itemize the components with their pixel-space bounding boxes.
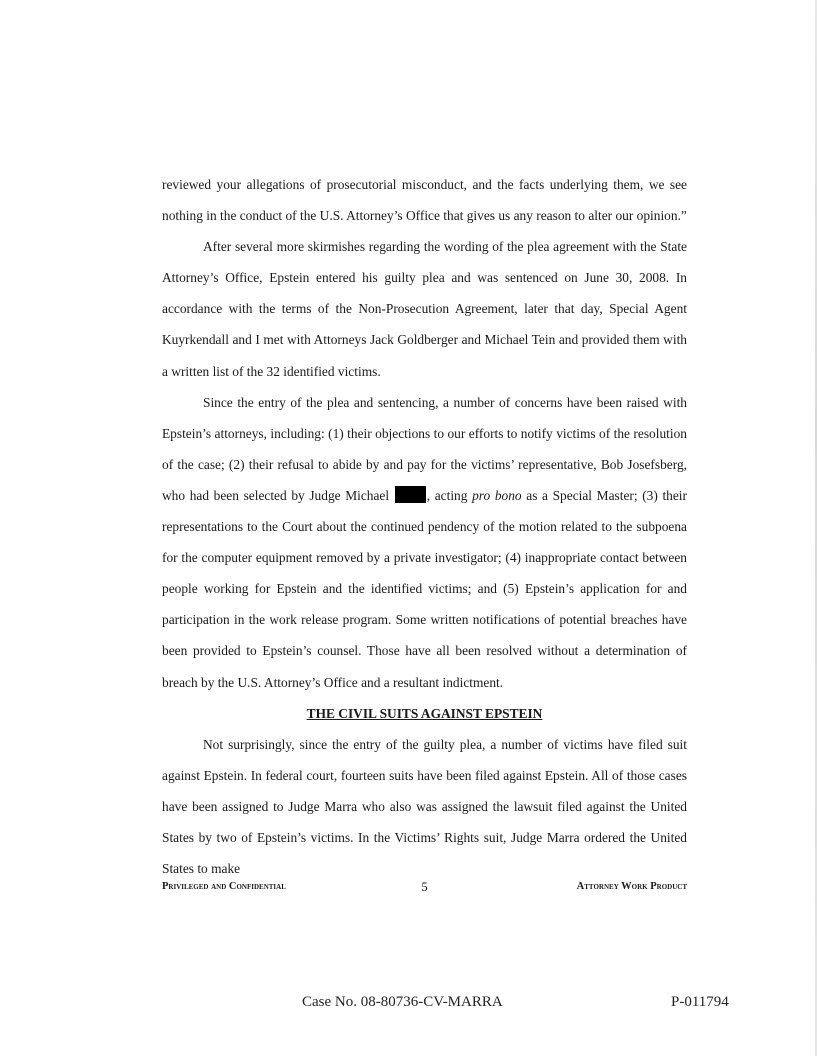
- case-number-stamp: Case No. 08-80736-CV-MARRA: [302, 994, 503, 1010]
- paragraph-plea-sentencing: After several more skirmishes regarding the wording of the plea agreement with the State Attorney’s Office, Epstein entered his guilty plea and was sentenced on June 30, 2008. In accordance with the terms of the Non-Prosecution Agreement, later that day, Special Agent Kuyrkendall and I met with Attorneys Jack Goldberger and Michael Tein and provided them with a written list of the 32 identified victims.: [162, 239, 687, 379]
- italic-pro-bono: pro bono: [472, 487, 522, 503]
- paragraph-concerns-part3: as a Special Master; (3) their representations to the Court about the continued pendency of the motion related to the subpoena for the computer equipment removed by a private investigator; (4) inappropriate contact between people working for Epstein and the identified victims; and (5) Epstein’s application for and participation in the work release program. Some written notifications of potential breaches have been provided to Epstein’s counsel. Those have all been resolved without a determination of breach by the U.S. Attorney’s Office and a resultant indictment.: [162, 487, 687, 690]
- redaction-box: [395, 486, 426, 503]
- document-body: [162, 169, 687, 884]
- paragraph-concerns-part2: , acting: [426, 487, 468, 503]
- bates-number-stamp: P-011794: [671, 994, 729, 1010]
- footer-privileged-label: Privileged and Confidential: [162, 881, 286, 892]
- paragraph-civil-suits: Not surprisingly, since the entry of the guilty plea, a number of victims have filed suit against Epstein. In federal court, fourteen suits have been filed against Epstein. All of those cases have been assigned to Judge Marra who also was assigned the lawsuit filed against the United States by two of Epstein’s victims. In the Victims’ Rights suit, Judge Marra ordered the United States to make: [162, 736, 687, 877]
- section-heading: THE CIVIL SUITS AGAINST EPSTEIN: [306, 705, 543, 721]
- footer-work-product-label: Attorney Work Product: [576, 881, 687, 892]
- paragraph-concerns: [162, 387, 687, 698]
- paragraph-concerns-part1: Since the entry of the plea and sentencing, a number of concerns have been raised with Epstein’s attorneys, including: (1) their objections to our efforts to notify victims of the resolution of the case; (2) their refusal to abide by and pay for the victims’ representative, Bob Josefsberg, who had been selected by Judge Michael: [162, 394, 687, 503]
- page-footer: [162, 881, 687, 899]
- paragraph-continuation: reviewed your allegations of prosecutorial misconduct, and the facts underlying them, we see nothing in the conduct of the U.S. Attorney’s Office that gives us any reason to alter our opinion.”: [162, 177, 687, 224]
- page-number: 5: [421, 880, 428, 894]
